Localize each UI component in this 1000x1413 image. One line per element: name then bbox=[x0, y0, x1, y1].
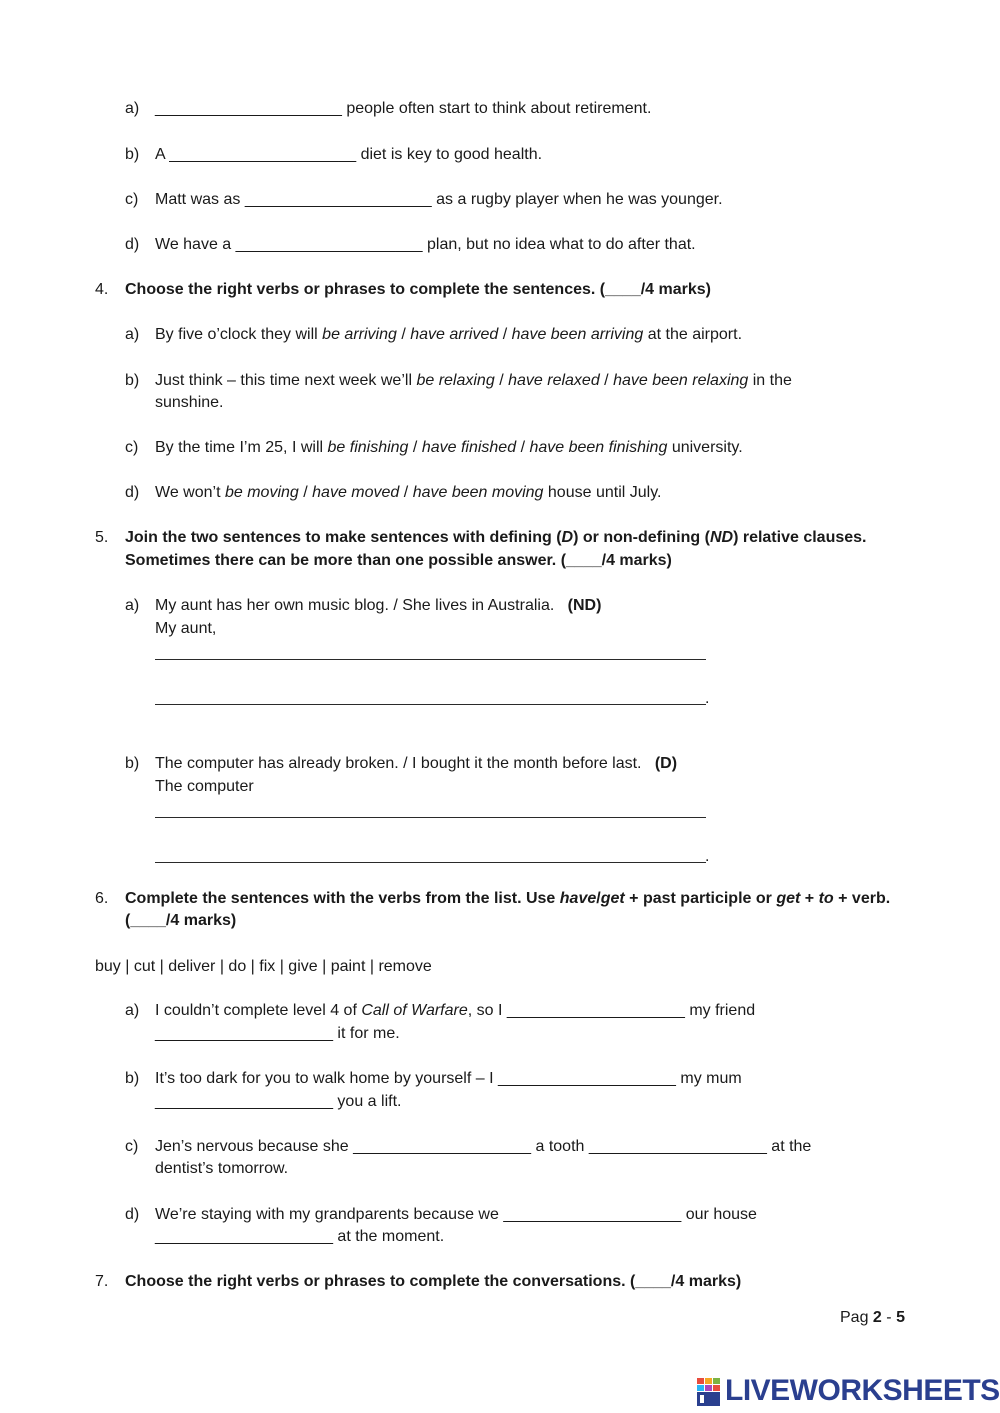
answer-line[interactable] bbox=[155, 704, 706, 705]
item-label: c) bbox=[125, 1138, 139, 1155]
page-number: Pag 2 - 5 bbox=[840, 1309, 905, 1326]
item-label: a) bbox=[125, 326, 140, 343]
item-label: c) bbox=[125, 439, 139, 456]
item-label: a) bbox=[125, 1002, 140, 1019]
blank[interactable]: _____________________ bbox=[169, 146, 357, 163]
section3-item-b: A _____________________ diet is key to good health. bbox=[155, 146, 543, 163]
question-number: 5. bbox=[95, 529, 109, 546]
brand-name: LIVEWORKSHEETS bbox=[725, 1374, 1000, 1407]
blank[interactable]: ____________________ bbox=[497, 1070, 676, 1087]
item-label: d) bbox=[125, 1206, 140, 1223]
question-instruction-line2: (____/4 marks) bbox=[125, 912, 237, 929]
section6-item-b-continued: ____________________ you a lift. bbox=[155, 1093, 402, 1110]
section3-item-c: Matt was as _____________________ as a rugby player when he was younger. bbox=[155, 191, 723, 208]
liveworksheets-logo-icon bbox=[697, 1378, 721, 1406]
question-instruction: Choose the right verbs or phrases to complete the sentences. (____/4 marks) bbox=[125, 281, 711, 298]
section4-item-d: We won’t be moving / have moved / have been moving house until July. bbox=[155, 484, 662, 501]
section6-item-b: It’s too dark for you to walk home by yourself – I ____________________ my mum bbox=[155, 1070, 742, 1087]
section3-item-d: We have a _____________________ plan, but no idea what to do after that. bbox=[155, 236, 696, 253]
blank[interactable]: ____________________ bbox=[506, 1002, 685, 1019]
blank[interactable]: _____________________ bbox=[155, 100, 342, 117]
answer-line[interactable] bbox=[155, 817, 706, 818]
answer-starter: The computer bbox=[155, 778, 254, 795]
option[interactable]: have been relaxing bbox=[613, 372, 749, 389]
option[interactable]: have relaxed bbox=[508, 372, 600, 389]
question-instruction-line2: Sometimes there can be more than one possible answer. (____/4 marks) bbox=[125, 552, 672, 569]
section6-item-d: We’re staying with my grandparents because we ____________________ our house bbox=[155, 1206, 757, 1223]
option[interactable]: be arriving bbox=[322, 326, 397, 343]
question-instruction: Join the two sentences to make sentences with defining (D) or non-defining (ND) relative clauses. bbox=[125, 529, 867, 546]
section3-item-a: _____________________ people often start to think about retirement. bbox=[155, 100, 652, 117]
section6-item-a-continued: ____________________ it for me. bbox=[155, 1025, 400, 1042]
blank[interactable]: _____________________ bbox=[244, 191, 432, 208]
option[interactable]: be moving bbox=[224, 484, 299, 501]
option[interactable]: have been finishing bbox=[529, 439, 668, 456]
option[interactable]: have been arriving bbox=[511, 326, 644, 343]
question-number: 4. bbox=[95, 281, 109, 298]
section4-item-c: By the time I’m 25, I will be finishing / have finished / have been finishing university. bbox=[155, 439, 743, 456]
section6-item-d-continued: ____________________ at the moment. bbox=[155, 1228, 445, 1245]
section6-item-c-continued: dentist’s tomorrow. bbox=[155, 1160, 289, 1177]
word-list: buy | cut | deliver | do | fix | give | paint | remove bbox=[95, 958, 432, 975]
item-label: b) bbox=[125, 146, 140, 163]
answer-starter: My aunt, bbox=[155, 620, 217, 637]
option[interactable]: have been moving bbox=[412, 484, 544, 501]
answer-line[interactable] bbox=[155, 862, 706, 863]
option[interactable]: have moved bbox=[312, 484, 400, 501]
item-label: d) bbox=[125, 484, 140, 501]
option[interactable]: have finished bbox=[421, 439, 517, 456]
item-label: a) bbox=[125, 597, 140, 614]
blank[interactable]: ____________________ bbox=[155, 1025, 333, 1042]
question-instruction: Choose the right verbs or phrases to complete the conversations. (____/4 marks) bbox=[125, 1273, 742, 1290]
question-instruction: Complete the sentences with the verbs from the list. Use have/get + past participle or get + to + verb. bbox=[125, 890, 891, 907]
question-number: 7. bbox=[95, 1273, 109, 1290]
item-label: b) bbox=[125, 1070, 140, 1087]
item-label: d) bbox=[125, 236, 140, 253]
section5-item-a: My aunt has her own music blog. / She lives in Australia. (ND) bbox=[155, 597, 602, 614]
section5-item-b: The computer has already broken. / I bought it the month before last. (D) bbox=[155, 755, 678, 772]
option[interactable]: be finishing bbox=[327, 439, 409, 456]
item-label: c) bbox=[125, 191, 139, 208]
item-label: b) bbox=[125, 755, 140, 772]
question-number: 6. bbox=[95, 890, 109, 907]
blank[interactable]: ____________________ bbox=[503, 1206, 682, 1223]
answer-line[interactable] bbox=[155, 659, 706, 660]
period: . bbox=[705, 690, 710, 707]
blank[interactable]: _____________________ bbox=[235, 236, 423, 253]
section6-item-a: I couldn’t complete level 4 of Call of Warfare, so I ____________________ my friend bbox=[155, 1002, 756, 1019]
item-label: b) bbox=[125, 372, 140, 389]
option[interactable]: be relaxing bbox=[416, 372, 495, 389]
section4-item-b: Just think – this time next week we’ll be relaxing / have relaxed / have been relaxing in the bbox=[155, 372, 792, 389]
item-label: a) bbox=[125, 100, 140, 117]
section6-item-c: Jen’s nervous because she ____________________ a tooth ____________________ at the bbox=[155, 1138, 812, 1155]
section4-item-b-continued: sunshine. bbox=[155, 394, 224, 411]
blank[interactable]: ____________________ bbox=[353, 1138, 532, 1155]
blank[interactable]: ____________________ bbox=[155, 1093, 333, 1110]
option[interactable]: have arrived bbox=[410, 326, 499, 343]
period: . bbox=[705, 848, 710, 865]
blank[interactable]: ____________________ bbox=[588, 1138, 767, 1155]
blank[interactable]: ____________________ bbox=[155, 1228, 333, 1245]
section4-item-a: By five o’clock they will be arriving / have arrived / have been arriving at the airport. bbox=[155, 326, 743, 343]
